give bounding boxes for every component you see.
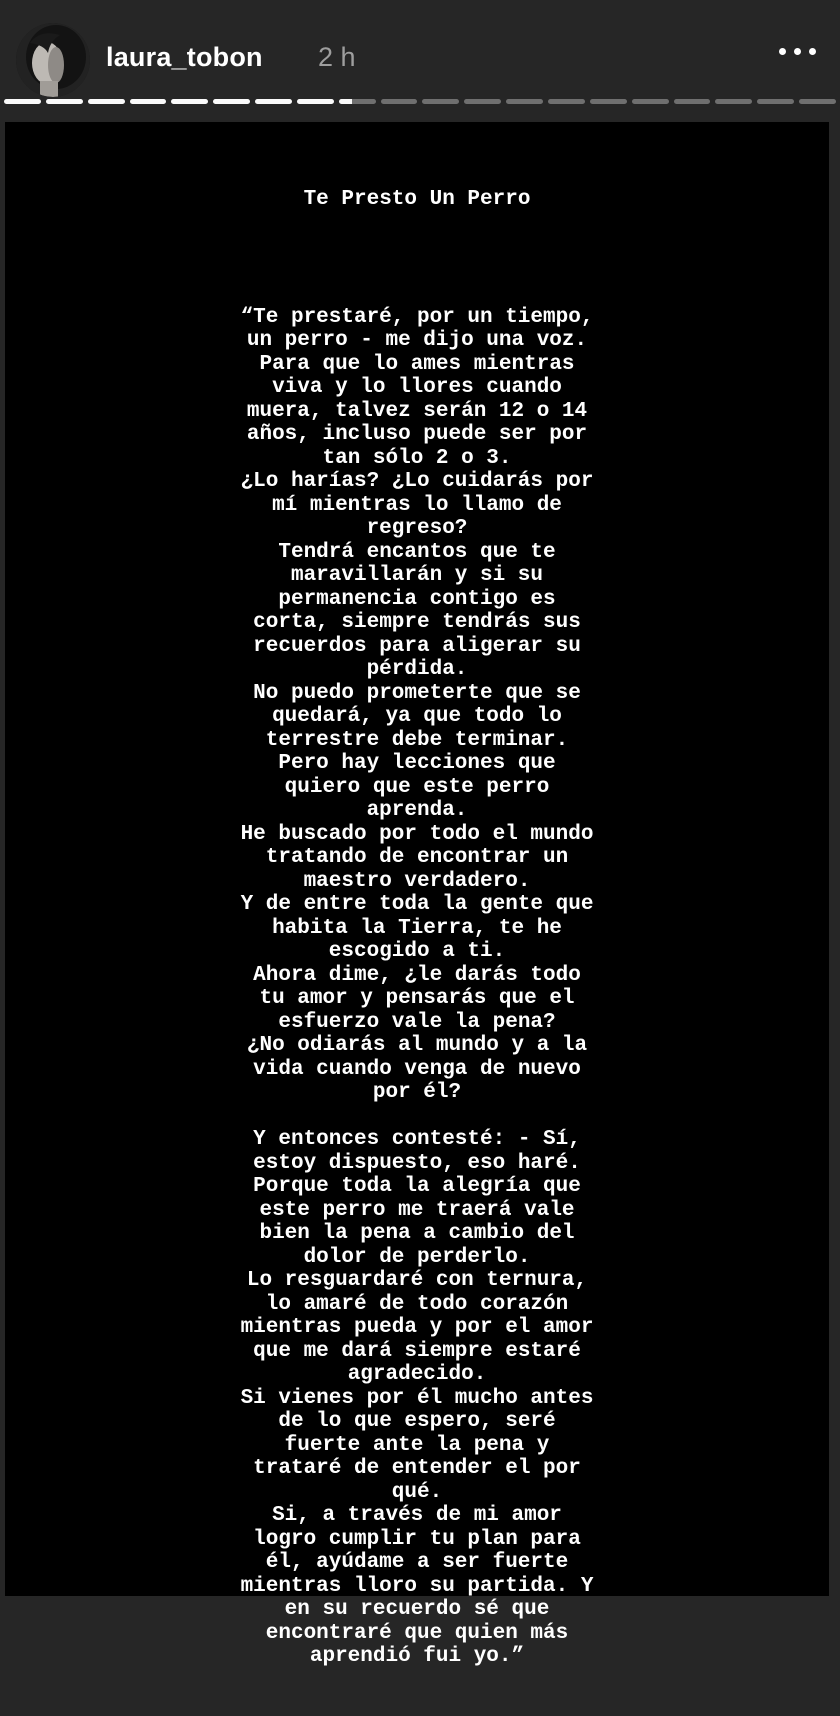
poem-line: viva y lo llores cuando xyxy=(272,376,562,399)
poem-line: encontraré que quien más xyxy=(265,1621,569,1645)
poem-line: en su recuerdo sé que xyxy=(284,1598,550,1621)
poem-line: mientras lloro su partida. Y xyxy=(240,1574,594,1598)
poem-line: ¿Lo harías? ¿Lo cuidarás por xyxy=(240,470,594,493)
poem-line: vida cuando venga de nuevo xyxy=(253,1057,581,1081)
poem-title: Te Presto Un Perro xyxy=(303,188,531,211)
progress-segment xyxy=(381,99,418,104)
poem-line: este perro me traerá vale xyxy=(259,1198,575,1222)
poem-line: esfuerzo vale la pena? xyxy=(278,1010,556,1034)
progress-segment xyxy=(88,99,125,104)
poem-line: “Te prestaré, por un tiempo, xyxy=(240,305,594,329)
poem-line: Pero hay lecciones que xyxy=(278,752,556,775)
poem-line: tu amor y pensarás que el xyxy=(259,987,575,1010)
poem-line: Y entonces contesté: - Sí, xyxy=(253,1128,581,1151)
poem-line: aprenda. xyxy=(366,799,468,822)
ellipsis-icon xyxy=(794,48,801,55)
poem-line: tan sólo 2 o 3. xyxy=(322,446,512,470)
poem-line: maravillarán y si su xyxy=(290,564,544,587)
poem-line: He buscado por todo el mundo xyxy=(240,822,594,846)
poem-line: quiero que este perro xyxy=(284,775,550,799)
progress-segment xyxy=(674,99,711,104)
poem-line: habita la Tierra, te he xyxy=(272,916,562,940)
poem-line: bien la pena a cambio del xyxy=(259,1222,575,1245)
poem-lines xyxy=(5,306,829,1669)
progress-bar xyxy=(4,99,836,105)
poem-line: recuerdos para aligerar su xyxy=(253,634,581,658)
poem-line: Tendrá encantos que te xyxy=(278,540,556,564)
avatar-portrait-image xyxy=(16,23,90,97)
poem-line: aprendió fui yo.” xyxy=(309,1645,525,1668)
username[interactable]: laura_tobon xyxy=(106,42,263,72)
progress-segment xyxy=(506,99,543,104)
progress-segment xyxy=(632,99,669,104)
poem-line: que me dará siempre estaré xyxy=(253,1339,581,1363)
poem-line: por él? xyxy=(372,1081,462,1104)
poem-line: corta, siempre tendrás sus xyxy=(253,611,581,634)
poem-line: maestro verdadero. xyxy=(303,869,531,893)
progress-segment xyxy=(464,99,501,104)
poem-line: Ahora dime, ¿le darás todo xyxy=(253,963,581,987)
progress-segment xyxy=(255,99,292,104)
poem-line: Si vienes por él mucho antes xyxy=(240,1386,594,1410)
progress-segment xyxy=(213,99,250,104)
progress-segment xyxy=(757,99,794,104)
progress-segment xyxy=(297,99,334,104)
poem-line: mientras pueda y por el amor xyxy=(240,1316,594,1339)
progress-segment xyxy=(590,99,627,104)
poem-line: muera, talvez serán 12 o 14 xyxy=(246,399,588,423)
poem-line: agradecido. xyxy=(347,1363,487,1386)
poem-line: Porque toda la alegría que xyxy=(253,1175,581,1198)
poem-line xyxy=(5,1105,829,1129)
poem-line: regreso? xyxy=(366,517,468,540)
poem-line: permanencia contigo es xyxy=(278,587,556,611)
poem-line: escogido a ti. xyxy=(328,940,506,963)
poem-line: logro cumplir tu plan para xyxy=(253,1527,581,1551)
poem-line: trataré de entender el por xyxy=(253,1457,581,1480)
poem-line: un perro - me dijo una voz. xyxy=(246,329,588,352)
ellipsis-icon xyxy=(779,48,786,55)
poem-line: quedará, ya que todo lo xyxy=(272,705,562,728)
avatar[interactable] xyxy=(16,23,90,97)
poem-line: terrestre debe terminar. xyxy=(265,728,569,752)
more-options-button[interactable] xyxy=(775,44,820,59)
poem-line: de lo que espero, seré xyxy=(278,1410,556,1433)
poem-line: él, ayúdame a ser fuerte xyxy=(265,1551,569,1574)
progress-segment xyxy=(422,99,459,104)
poem-line: Y de entre toda la gente que xyxy=(240,893,594,916)
progress-segment xyxy=(799,99,836,104)
poem-line: qué. xyxy=(391,1480,443,1504)
poem-line: ¿No odiarás al mundo y a la xyxy=(246,1034,588,1057)
poem-line: tratando de encontrar un xyxy=(265,846,569,869)
poem-line: lo amaré de todo corazón xyxy=(265,1292,569,1316)
progress-segment xyxy=(130,99,167,104)
poem-line: No puedo prometerte que se xyxy=(253,681,581,705)
ellipsis-icon xyxy=(809,48,816,55)
progress-segment xyxy=(4,99,41,104)
story-tap-area[interactable] xyxy=(5,122,829,1668)
progress-segment xyxy=(171,99,208,104)
poem-line: Para que lo ames mientras xyxy=(259,352,575,376)
progress-segment xyxy=(46,99,83,104)
poem-line: Lo resguardaré con ternura, xyxy=(246,1269,588,1292)
story-header xyxy=(0,0,840,99)
poem xyxy=(5,122,829,1716)
poem-line: mí mientras lo llamo de xyxy=(272,493,562,517)
poem-line: Si, a través de mi amor xyxy=(272,1504,562,1527)
poem-line: fuerte ante la pena y xyxy=(284,1433,550,1457)
poem-line: dolor de perderlo. xyxy=(303,1245,531,1269)
poem-line: estoy dispuesto, eso haré. xyxy=(253,1151,581,1175)
timestamp: 2 h xyxy=(318,42,356,72)
poem-line: años, incluso puede ser por xyxy=(246,423,588,446)
progress-segment xyxy=(339,99,376,104)
progress-segment xyxy=(548,99,585,104)
poem-line: pérdida. xyxy=(366,658,468,681)
progress-segment xyxy=(715,99,752,104)
